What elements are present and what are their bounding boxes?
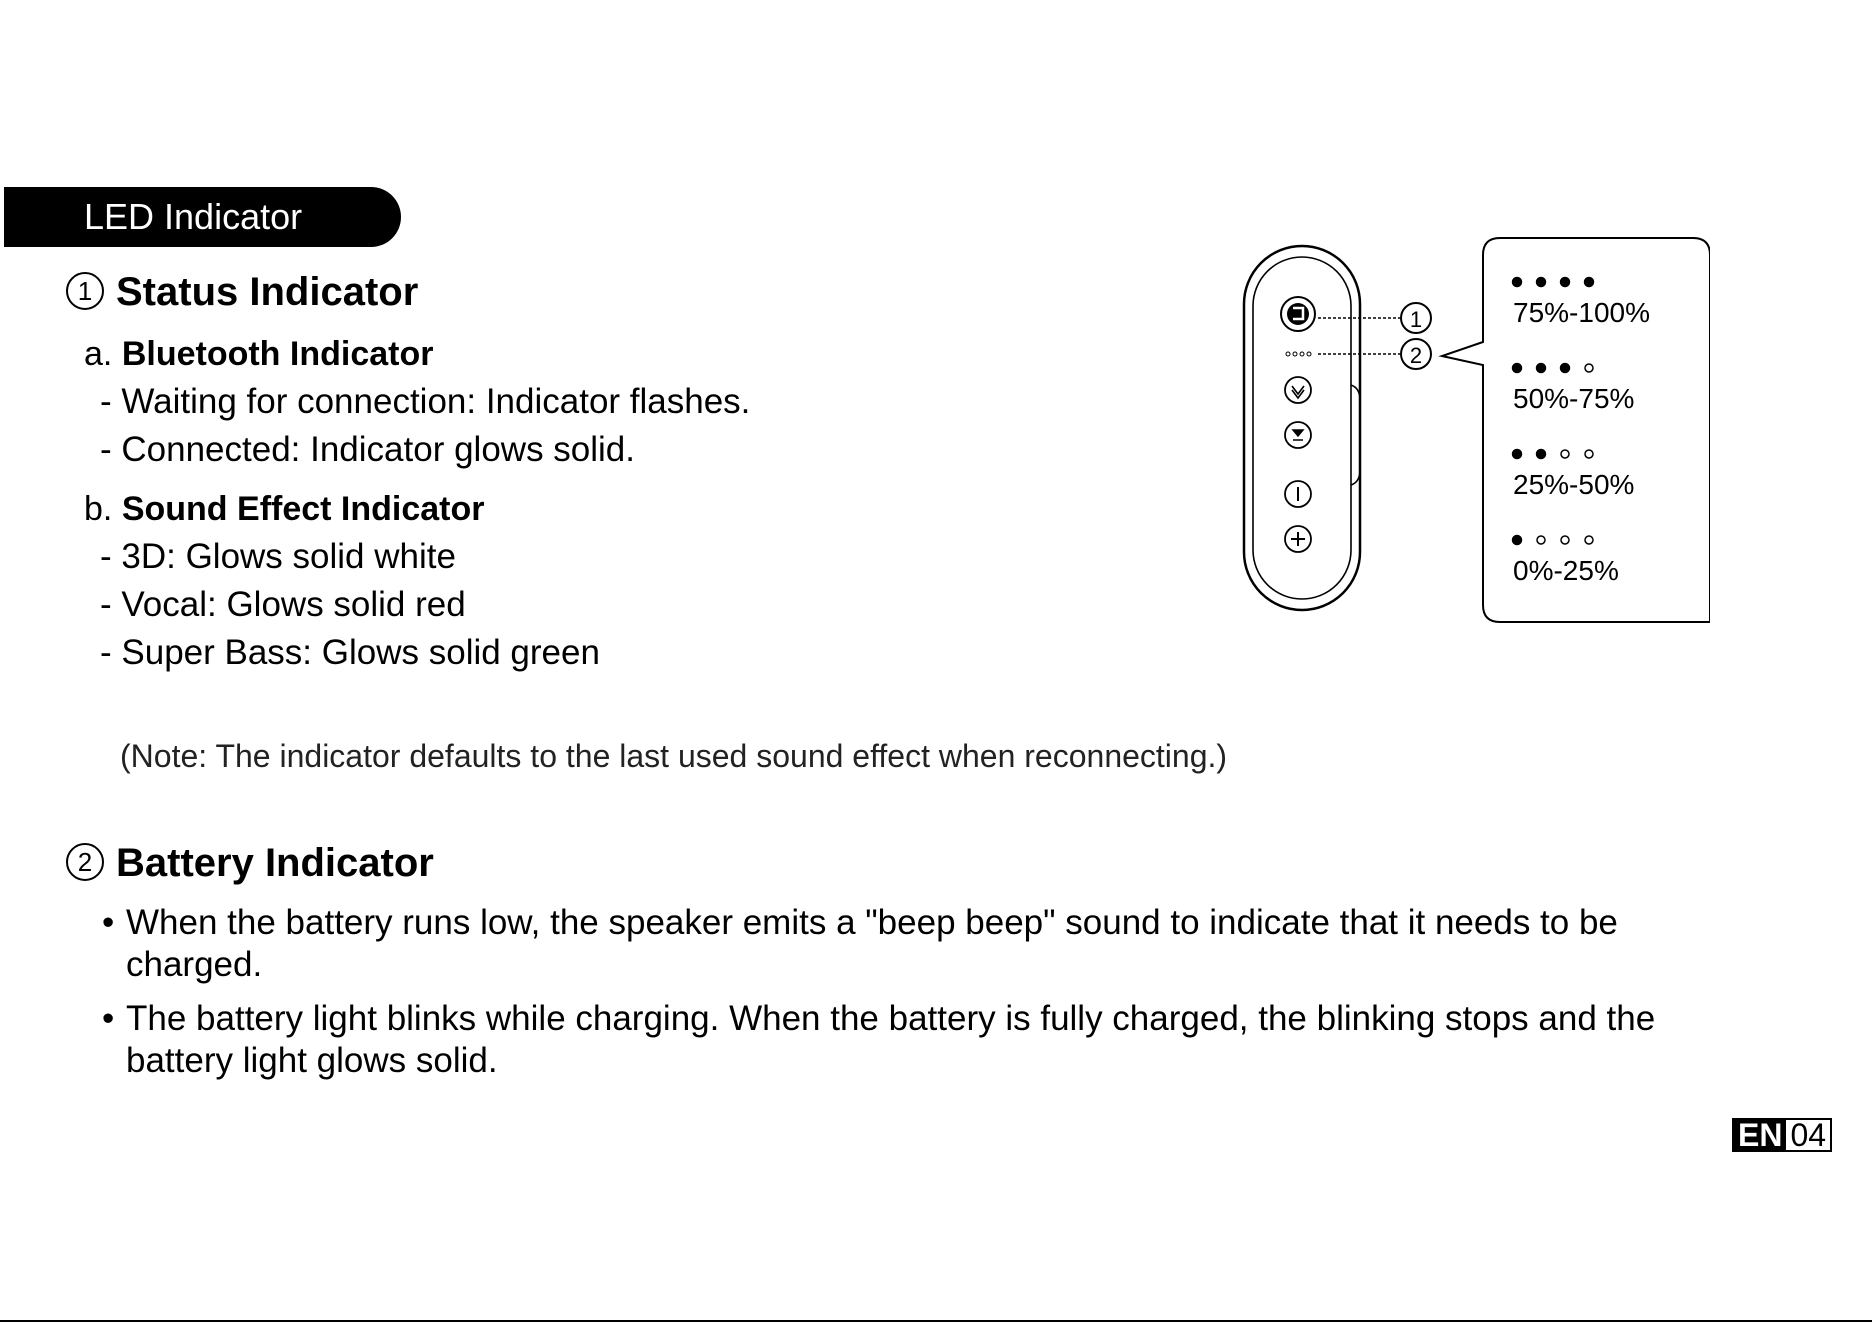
battery-dot-filled	[1561, 364, 1570, 373]
plus-icon	[1285, 526, 1311, 552]
sound-effect-icon	[1285, 422, 1311, 448]
callout-1	[1401, 303, 1431, 333]
bluetooth-subheading	[84, 335, 433, 374]
battery-dot-filled	[1537, 278, 1546, 287]
battery-dot-empty	[1537, 536, 1545, 544]
sound-line: - Vocal: Glows solid red	[100, 585, 466, 624]
battery-dot-filled	[1561, 278, 1570, 287]
bottom-rule	[0, 1320, 1872, 1322]
sound-line: - Super Bass: Glows solid green	[100, 633, 600, 672]
sound-subheading	[84, 490, 485, 529]
page-language: EN	[1734, 1120, 1786, 1150]
battery-dot-filled	[1585, 278, 1594, 287]
sound-title: Sound Effect Indicator	[121, 490, 485, 528]
battery-dot-filled	[1513, 450, 1522, 459]
minus-icon	[1285, 481, 1311, 507]
page-number: 04	[1790, 1117, 1827, 1153]
status-number-icon: 1	[66, 272, 104, 310]
battery-dot-filled	[1513, 364, 1522, 373]
bullet-icon: •	[102, 903, 115, 942]
status-heading	[66, 270, 418, 315]
bluetooth-icon	[1281, 297, 1315, 331]
battery-level-label: 0%-25%	[1513, 555, 1619, 586]
page-number-badge	[1732, 1118, 1832, 1152]
bluetooth-prefix: a.	[84, 335, 122, 373]
battery-dot-empty	[1561, 450, 1569, 458]
section-tab: LED Indicator	[4, 187, 401, 247]
bluetooth-line: - Waiting for connection: Indicator flashes.	[100, 382, 751, 421]
battery-title: Battery Indicator	[116, 841, 434, 885]
sound-prefix: b.	[84, 490, 122, 528]
svg-text:1: 1	[1409, 307, 1423, 332]
battery-list-item	[102, 902, 1762, 992]
sound-line: - 3D: Glows solid white	[100, 537, 456, 576]
battery-level-label: 75%-100%	[1513, 297, 1650, 328]
callout-2	[1401, 339, 1431, 369]
svg-text:2: 2	[1409, 343, 1423, 368]
mode-icon	[1285, 377, 1311, 403]
speaker-body	[1244, 246, 1360, 610]
battery-dot-filled	[1537, 450, 1546, 459]
battery-dot-empty	[1585, 450, 1593, 458]
battery-list-item	[102, 998, 1762, 1088]
battery-level-label: 25%-50%	[1513, 469, 1635, 500]
battery-dot-filled	[1513, 278, 1522, 287]
battery-dot-filled	[1537, 364, 1546, 373]
battery-item-text: When the battery runs low, the speaker emits a "beep beep" sound to indicate that it needs to be charged.	[126, 903, 1618, 984]
bluetooth-title: Bluetooth Indicator	[121, 335, 434, 373]
battery-heading	[66, 841, 434, 886]
battery-dot-empty	[1585, 364, 1593, 372]
bluetooth-line: - Connected: Indicator glows solid.	[100, 430, 635, 469]
battery-level-label: 50%-75%	[1513, 383, 1635, 414]
battery-item-text: The battery light blinks while charging. When the battery is fully charged, the blinking stops and the battery light glows solid.	[126, 999, 1656, 1080]
status-title: Status Indicator	[116, 270, 419, 314]
battery-dot-empty	[1561, 536, 1569, 544]
battery-number-icon: 2	[66, 843, 104, 881]
battery-dot-filled	[1513, 536, 1522, 545]
speaker-diagram	[1230, 230, 1710, 630]
battery-dot-empty	[1585, 536, 1593, 544]
reconnect-note: (Note: The indicator defaults to the last used sound effect when reconnecting.)	[120, 738, 1228, 774]
bullet-icon: •	[102, 999, 115, 1038]
battery-dots-icon	[1286, 352, 1311, 356]
